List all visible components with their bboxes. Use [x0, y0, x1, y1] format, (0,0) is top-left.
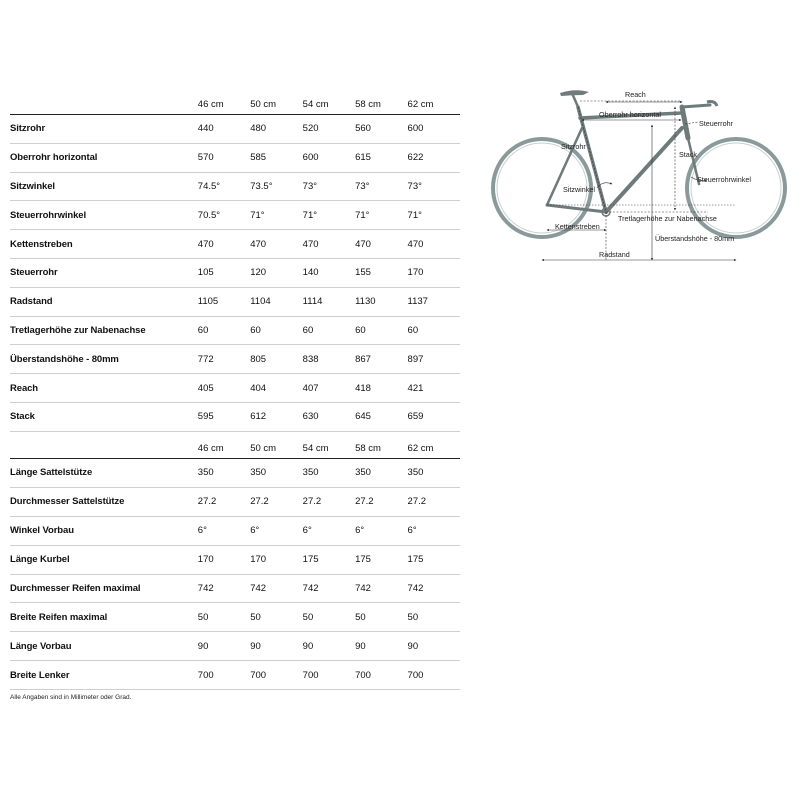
- cell-value: 50: [407, 611, 419, 623]
- cell-value: 700: [302, 669, 319, 681]
- cell-value: 50: [302, 611, 314, 623]
- geometry-row: [10, 345, 460, 374]
- diagram-label-sitzwinkel: Sitzwinkel: [563, 185, 595, 194]
- cell-value: 90: [355, 640, 366, 652]
- cell-value: 520: [302, 123, 319, 135]
- cell-value: 700: [250, 669, 267, 681]
- cell-value: 105: [197, 267, 214, 279]
- components-row: [10, 516, 460, 545]
- row-label: Tretlagerhöhe zur Nabenachse: [10, 324, 146, 336]
- geometry-row: [10, 316, 460, 345]
- cell-value: 175: [407, 554, 424, 566]
- row-label: Stack: [10, 411, 35, 423]
- cell-value: 560: [355, 123, 371, 135]
- cell-value: 480: [250, 123, 267, 135]
- cell-value: 659: [407, 411, 424, 423]
- cell-value: 350: [355, 467, 371, 479]
- cell-value: 700: [407, 669, 424, 681]
- cell-value: 742: [302, 583, 319, 594]
- size-header: 46 cm: [198, 86, 250, 115]
- cell-value: 175: [302, 554, 319, 566]
- bike-geometry-diagram: [485, 80, 790, 270]
- saddle-icon: [560, 90, 589, 96]
- cell-value: 71°: [302, 209, 318, 221]
- cell-value: 1114: [302, 296, 323, 308]
- geometry-row: [10, 115, 460, 144]
- row-label: Länge Kurbel: [10, 554, 70, 566]
- cell-value: 60: [355, 324, 366, 336]
- row-label: Kettenstreben: [10, 238, 73, 250]
- geometry-row: [10, 172, 460, 201]
- cell-value: 73°: [302, 180, 318, 192]
- cell-value: 700: [197, 669, 214, 681]
- components-table: [10, 430, 460, 690]
- cell-value: 570: [197, 152, 214, 164]
- size-header: 62 cm: [408, 86, 460, 115]
- cell-value: 60: [407, 324, 419, 336]
- cell-value: 405: [197, 382, 214, 394]
- cell-value: 585: [250, 152, 267, 164]
- cell-value: 170: [407, 267, 424, 279]
- cell-value: 700: [355, 669, 371, 681]
- components-row: [10, 459, 460, 488]
- row-label: Oberrohr horizontal: [10, 152, 98, 164]
- size-header: 50 cm: [250, 430, 302, 459]
- cell-value: 50: [197, 611, 209, 623]
- cell-value: 440: [197, 123, 214, 135]
- diagram-label-radstand: Radstand: [599, 250, 630, 259]
- cell-value: 615: [355, 152, 371, 164]
- row-label: Sitzwinkel: [10, 180, 55, 192]
- cell-value: 27.2: [355, 496, 374, 508]
- diagram-label-steuerrohr: Steuerrohr: [699, 119, 733, 128]
- cell-value: 90: [197, 640, 209, 652]
- cell-value: 6°: [250, 525, 260, 537]
- cell-value: 60: [302, 324, 314, 336]
- geometry-table: [10, 86, 460, 432]
- cell-value: 74.5°: [197, 180, 221, 192]
- cell-value: 71°: [355, 209, 370, 221]
- row-label: Durchmesser Reifen maximal: [10, 583, 141, 594]
- cell-value: 50: [250, 611, 261, 623]
- cell-value: 27.2: [197, 496, 217, 508]
- geometry-row: [10, 230, 460, 259]
- cell-value: 90: [407, 640, 419, 652]
- diagram-label-kettenstreben: Kettenstreben: [555, 222, 600, 231]
- size-header: 50 cm: [250, 86, 302, 115]
- cell-value: 470: [355, 238, 371, 250]
- cell-value: 404: [250, 382, 267, 394]
- cell-value: 155: [355, 267, 371, 279]
- size-header: 58 cm: [355, 430, 407, 459]
- cell-value: 6°: [302, 525, 312, 537]
- diagram-label-ueberstand: Überstandshöhe - 80mm: [655, 234, 735, 243]
- cell-value: 772: [197, 353, 214, 365]
- diagram-label-reach: Reach: [625, 90, 646, 99]
- size-header: 62 cm: [408, 430, 460, 459]
- row-label: Reach: [10, 382, 39, 394]
- cell-value: 418: [355, 382, 371, 394]
- diagram-label-oberrohr: Oberrohr horizontal: [599, 110, 661, 119]
- cell-value: 1137: [407, 296, 428, 308]
- cell-value: 612: [250, 411, 267, 423]
- cell-value: 470: [197, 238, 214, 250]
- cell-value: 73°: [355, 180, 370, 192]
- cell-value: 867: [355, 353, 371, 365]
- size-header: 46 cm: [198, 430, 250, 459]
- cell-value: 1105: [197, 296, 219, 308]
- components-row: [10, 487, 460, 516]
- row-label: Steuerrohr: [10, 267, 58, 279]
- geometry-row: [10, 374, 460, 403]
- cell-value: 421: [407, 382, 424, 394]
- row-label: Steuerrohrwinkel: [10, 209, 87, 221]
- row-label: Sitzrohr: [10, 123, 46, 135]
- cell-value: 470: [407, 238, 424, 250]
- cell-value: 600: [407, 123, 424, 135]
- size-header: 54 cm: [303, 430, 355, 459]
- cell-value: 350: [197, 467, 214, 479]
- cell-value: 742: [197, 583, 214, 594]
- cell-value: 6°: [407, 525, 417, 537]
- cell-value: 60: [250, 324, 261, 336]
- cell-value: 50: [355, 611, 366, 623]
- cell-value: 897: [407, 353, 424, 365]
- cell-value: 838: [302, 353, 319, 365]
- cell-value: 175: [355, 554, 371, 566]
- cell-value: 71°: [250, 209, 265, 221]
- cell-value: 73°: [407, 180, 422, 192]
- cell-value: 6°: [197, 525, 207, 537]
- row-label: Länge Vorbau: [10, 640, 72, 652]
- cell-value: 27.2: [302, 496, 322, 508]
- cell-value: 622: [407, 152, 424, 164]
- cell-value: 140: [302, 267, 319, 279]
- header-blank: [10, 430, 198, 459]
- row-label: Winkel Vorbau: [10, 525, 74, 537]
- header-blank: [10, 86, 198, 115]
- row-label: Breite Reifen maximal: [10, 611, 108, 623]
- components-row: [10, 661, 460, 690]
- geometry-row: [10, 143, 460, 172]
- diagram-label-sitzrohr: Sitzrohr: [561, 142, 586, 151]
- cell-value: 600: [302, 152, 319, 164]
- footnote: Alle Angaben sind in Millimeter oder Grad.: [10, 694, 132, 701]
- cell-value: 407: [302, 382, 319, 394]
- size-header: 58 cm: [355, 86, 407, 115]
- geometry-row: [10, 287, 460, 316]
- cell-value: 350: [250, 467, 267, 479]
- row-label: Länge Sattelstütze: [10, 467, 93, 479]
- cell-value: 170: [250, 554, 267, 566]
- cell-value: 742: [355, 583, 371, 594]
- cell-value: 27.2: [407, 496, 427, 508]
- cell-value: 6°: [355, 525, 365, 537]
- cell-value: 27.2: [250, 496, 269, 508]
- cell-value: 742: [407, 583, 424, 594]
- components-row: [10, 545, 460, 574]
- cell-value: 742: [250, 583, 267, 594]
- cell-value: 350: [407, 467, 424, 479]
- cell-value: 73.5°: [250, 180, 273, 192]
- cell-value: 805: [250, 353, 267, 365]
- row-label: Breite Lenker: [10, 669, 70, 681]
- size-header: 54 cm: [303, 86, 355, 115]
- cell-value: 90: [302, 640, 314, 652]
- row-label: Radstand: [10, 296, 53, 308]
- cell-value: 350: [302, 467, 319, 479]
- cell-value: 595: [197, 411, 214, 423]
- cell-value: 470: [250, 238, 267, 250]
- diagram-label-steuerrohrwinkel: Steuerrohrwinkel: [697, 175, 751, 184]
- row-label: Überstandshöhe - 80mm: [10, 353, 119, 365]
- geometry-row: [10, 258, 460, 287]
- geometry-row: [10, 402, 460, 431]
- cell-value: 90: [250, 640, 261, 652]
- geometry-header-row: [10, 86, 460, 115]
- components-header-row: [10, 430, 460, 459]
- cell-value: 630: [302, 411, 319, 423]
- diagram-label-tretlager: Tretlagerhöhe zur Nabenachse: [618, 214, 717, 223]
- row-label: Durchmesser Sattelstütze: [10, 496, 125, 508]
- cell-value: 60: [197, 324, 209, 336]
- cell-value: 645: [355, 411, 371, 423]
- cell-value: 1130: [355, 296, 376, 308]
- cell-value: 120: [250, 267, 267, 279]
- cell-value: 470: [302, 238, 319, 250]
- cell-value: 70.5°: [197, 209, 221, 221]
- diagram-label-stack: Stack: [679, 150, 697, 159]
- components-row: [10, 574, 460, 603]
- cell-value: 1104: [250, 296, 271, 308]
- components-row: [10, 603, 460, 632]
- geometry-row: [10, 201, 460, 230]
- cell-value: 170: [197, 554, 214, 566]
- cell-value: 71°: [407, 209, 422, 221]
- components-row: [10, 632, 460, 661]
